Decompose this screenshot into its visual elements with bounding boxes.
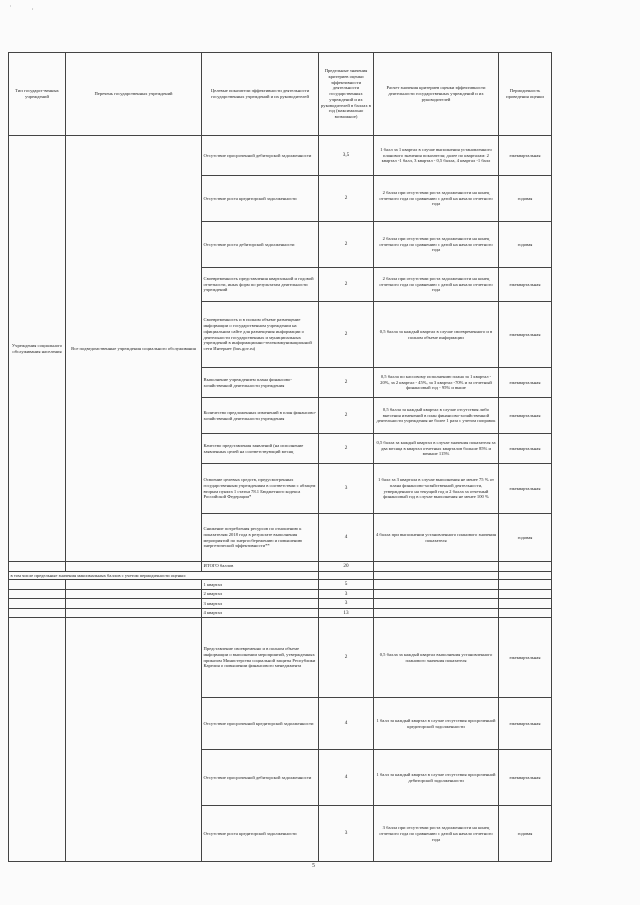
calc-cell: 1 балл за каждый квартал в случае отсутствия просроченной дебиторской задолженности xyxy=(374,750,499,806)
quarter-label: 3 квартал xyxy=(202,599,319,609)
points-cell: 2 xyxy=(319,302,374,368)
quarter-label: 2 квартал xyxy=(202,589,319,599)
calc-cell: 0,5 балла за каждый квартал выполнения установленного планового значения показателя xyxy=(374,618,499,698)
calc-cell: 2 балла при отсутствии роста задолженности на конец отчетного года по сравнению с датой на начало отчетного года xyxy=(374,222,499,268)
period-cell: ежеквартальная xyxy=(499,750,552,806)
points-cell: 4 xyxy=(319,750,374,806)
points-cell: 3 xyxy=(319,464,374,514)
points-cell: 2 xyxy=(319,222,374,268)
quarter-value: 3 xyxy=(319,589,374,599)
criteria-table xyxy=(8,52,552,862)
period-cell: годовая xyxy=(499,514,552,562)
calc-cell: 2 балла при отсутствии роста задолженности на конец отчетного года по сравнению с датой на начало отчетного года xyxy=(374,176,499,222)
header-points: Предельные значения критериев оценки эффективности деятельности государственных учреждений и их руководителей в баллах в год (максимально возможное) xyxy=(319,53,374,136)
calc-cell: 2 балла при отсутствии роста задолженности на конец отчетного года по сравнению с датой на начало отчетного года xyxy=(374,268,499,302)
indicator-cell: Качество представления заявлений (на исполнение заявленных целей на соответствующий месяц xyxy=(202,434,319,464)
quarter-row xyxy=(9,608,552,618)
points-cell: 2 xyxy=(319,398,374,434)
calc-cell: 0,5 балла за каждый квартал в случае значения показателя за два месяца в квартал отчетных кварталов больше 85% и меньше 115% xyxy=(374,434,499,464)
period-cell: годовая xyxy=(499,222,552,268)
calc-cell: 0,5 балла за каждый квартал в случае отсутствия либо внесения изменений в план финансово-хозяйственной деятельности учреждения не более 1 раза с учетом поправок xyxy=(374,398,499,434)
quarter-label: 4 квартал xyxy=(202,608,319,618)
calc-cell: 4 балла при выполнении установленного планового значения показателя xyxy=(374,514,499,562)
indicator-cell: Своевременность представления квартальной и годовой отчетности, иных форм по результатам деятельности учреждений xyxy=(202,268,319,302)
period-cell: ежеквартальная xyxy=(499,434,552,464)
indicator-cell: Отсутствие просроченной дебиторской задолженности xyxy=(202,136,319,176)
header-type: Тип государст-венных учреждений xyxy=(9,53,66,136)
period-cell: ежеквартальная xyxy=(499,368,552,398)
points-cell: 2 xyxy=(319,434,374,464)
period-cell: годовая xyxy=(499,176,552,222)
total-value: 20 xyxy=(319,562,374,572)
points-cell: 3 xyxy=(319,806,374,862)
points-cell: 3,5 xyxy=(319,136,374,176)
header-list: Перечень государственных учреждений xyxy=(66,53,202,136)
indicator-cell: Количество предложенных изменений в план финансово-хозяйственной деятельности учреждения xyxy=(202,398,319,434)
quarter-row xyxy=(9,589,552,599)
calc-cell: 3 балла при отсутствии роста задолженности на конец отчетного года по сравнению с датой на начало отчетного года xyxy=(374,806,499,862)
indicator-cell: Своевременность и в полном объеме размещение информации о государственном учреждении на официальном сайте для размещения информации о деятельности государственных и муниципальных учреждений в информационно-телекоммуникационной сети Интернет (bus.gov.ru) xyxy=(202,302,319,368)
total-row xyxy=(9,562,552,572)
indicator-cell: Отсутствие просроченной кредиторской задолженности xyxy=(202,698,319,750)
indicator-cell: Представление своевременно и в полном объеме информации о выполнении мероприятий, утвержденных приказом Министерства социальной защиты Республики Карелия о повышении финансового менеджмента xyxy=(202,618,319,698)
points-cell: 4 xyxy=(319,698,374,750)
institution-list: Все подведомственные учреждения социального обслуживания xyxy=(66,136,202,562)
header-period: Периодичность проведения оценки xyxy=(499,53,552,136)
indicator-cell: Отсутствие просроченной дебиторской задолженности xyxy=(202,750,319,806)
period-cell: годовая xyxy=(499,806,552,862)
quarter-value: 13 xyxy=(319,608,374,618)
breakdown-label: в том числе предельные значения максимальных баллов с учетом периодичности оценки: xyxy=(9,571,319,580)
calc-cell: 1 балл за 3 квартала в случае выполнения не менее 75 % от плана финансово-хозяйственной деятельности, утвержденного на текущий год и 2 балла за отчетный финансовый год в случае выполнения не менее 100 % xyxy=(374,464,499,514)
period-cell: ежеквартальная xyxy=(499,398,552,434)
points-cell: 2 xyxy=(319,176,374,222)
table-row xyxy=(9,136,552,176)
header-calc: Расчет значения критериев оценки эффективности деятельности государственных учреждений и их руководителей xyxy=(374,53,499,136)
calc-cell: 0,5 балла за каждый квартал в случае своевременного и в полном объеме информации xyxy=(374,302,499,368)
table-header-row xyxy=(9,53,552,136)
calc-cell: 0,5 балла по кассовому исполнению плана за 1 квартал - 20%, за 2 квартал - 45%, за 3 квартал -70% и за отчетный финансовый год - 95% и выше xyxy=(374,368,499,398)
indicator-cell: Отсутствие роста кредиторской задолженности xyxy=(202,806,319,862)
indicator-cell: Выполнение учреждением плана финансово-хозяйственной деятельности учреждения xyxy=(202,368,319,398)
calc-cell: 1 балл за каждый квартал в случае отсутствия просроченной кредиторской задолженности xyxy=(374,698,499,750)
period-cell: ежеквартальная xyxy=(499,268,552,302)
indicator-cell: Снижение потребления ресурсов по отношению к показателям 2018 года в результате выполнения мероприятий по энергосбережению и повышению энергетической эффективности** xyxy=(202,514,319,562)
institution-type: Учреждения социального обслуживания населения xyxy=(9,136,66,562)
points-cell: 4 xyxy=(319,514,374,562)
quarter-row xyxy=(9,599,552,609)
indicator-cell: Освоение целевых средств, предусмотренных государственным учреждениям в соответствии с абзацем вторым пункта 1 статьи 78.1 Бюджетного кодекса Российской Федерации* xyxy=(202,464,319,514)
total-label: ИТОГО баллов xyxy=(202,562,319,572)
period-cell: ежеквартальная xyxy=(499,136,552,176)
quarter-row xyxy=(9,580,552,590)
points-cell: 2 xyxy=(319,618,374,698)
period-cell: ежеквартальная xyxy=(499,698,552,750)
calc-cell: 1 балл за 1 квартал в случае выполнения установленного планового значения показателя; далее по кварталам: 2 квартал -1 балл, 3 квартал - 0,5 балла, 4 квартал -1 балл xyxy=(374,136,499,176)
points-cell: 2 xyxy=(319,268,374,302)
period-cell: ежеквартальная xyxy=(499,302,552,368)
page-number: 5 xyxy=(312,863,315,869)
quarter-label: 1 квартал xyxy=(202,580,319,590)
points-cell: 2 xyxy=(319,368,374,398)
header-indicator: Целевые показатели эффективности деятельности государственных учреждений и их руководителей xyxy=(202,53,319,136)
quarter-value: 5 xyxy=(319,580,374,590)
indicator-cell: Отсутствие роста кредиторской задолженности xyxy=(202,176,319,222)
scan-marks: ' , xyxy=(10,6,44,11)
table-row xyxy=(9,618,552,698)
breakdown-row xyxy=(9,571,552,580)
indicator-cell: Отсутствие роста дебиторской задолженности xyxy=(202,222,319,268)
period-cell: ежеквартальная xyxy=(499,464,552,514)
period-cell: ежеквартальная xyxy=(499,618,552,698)
quarter-value: 3 xyxy=(319,599,374,609)
